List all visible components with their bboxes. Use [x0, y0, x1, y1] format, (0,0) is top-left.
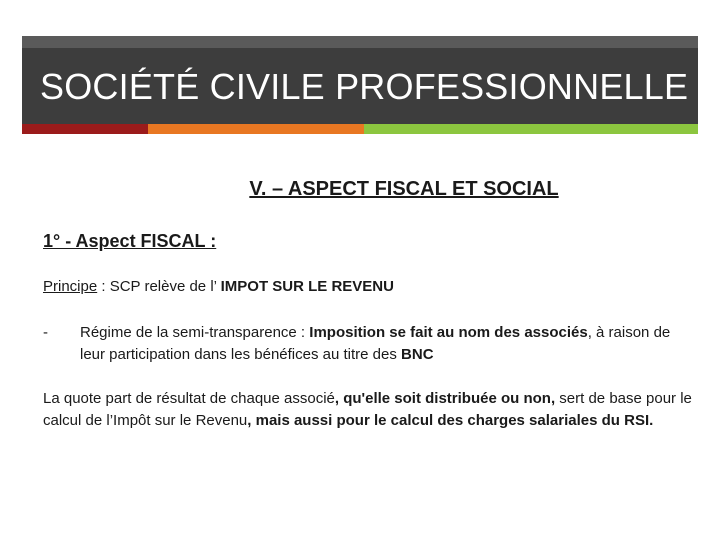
accent-strip: [22, 124, 698, 134]
section-heading-text: V. – ASPECT FISCAL ET SOCIAL: [249, 178, 559, 200]
principle-line: [43, 278, 394, 295]
title-bar: [22, 36, 698, 124]
paragraph-text-part-1: La quote part de résultat de chaque associé: [43, 390, 335, 407]
principle-text: : SCP relève de l’: [97, 278, 221, 295]
bullet-dash: -: [43, 324, 48, 341]
slide-title: SOCIÉTÉ CIVILE PROFESSIONNELLE: [40, 66, 689, 107]
body-paragraph: [43, 388, 698, 432]
subsection-title: 1° - Aspect FISCAL :: [43, 231, 217, 251]
bullet-text: [80, 322, 693, 366]
accent-segment-orange: [148, 124, 364, 134]
paragraph-bold-part-1: , qu'elle soit distribuée ou non,: [334, 390, 556, 407]
principle-label: Principe: [43, 278, 98, 295]
paragraph-bold-part-2: , mais aussi pour le calcul des charges salariales du RSI.: [247, 412, 654, 429]
principle-emphasis: IMPOT SUR LE REVENU: [220, 278, 394, 295]
section-heading: [0, 178, 720, 201]
bullet-text-part-2: , à raison de leur participation dans les bénéfices au titre des: [80, 324, 671, 363]
bullet-text-part-1: Régime de la semi-transparence :: [80, 324, 310, 341]
accent-segment-green: [364, 124, 698, 134]
bullet-bold-part-2: BNC: [401, 346, 434, 363]
bullet-bold-part-1: Imposition se fait au nom des associés: [309, 324, 588, 341]
paragraph-text-part-2: sert de base pour le calcul de l’Impôt sur le Revenu: [43, 390, 692, 429]
bullet-item: [43, 322, 693, 366]
accent-segment-red: [22, 124, 148, 134]
